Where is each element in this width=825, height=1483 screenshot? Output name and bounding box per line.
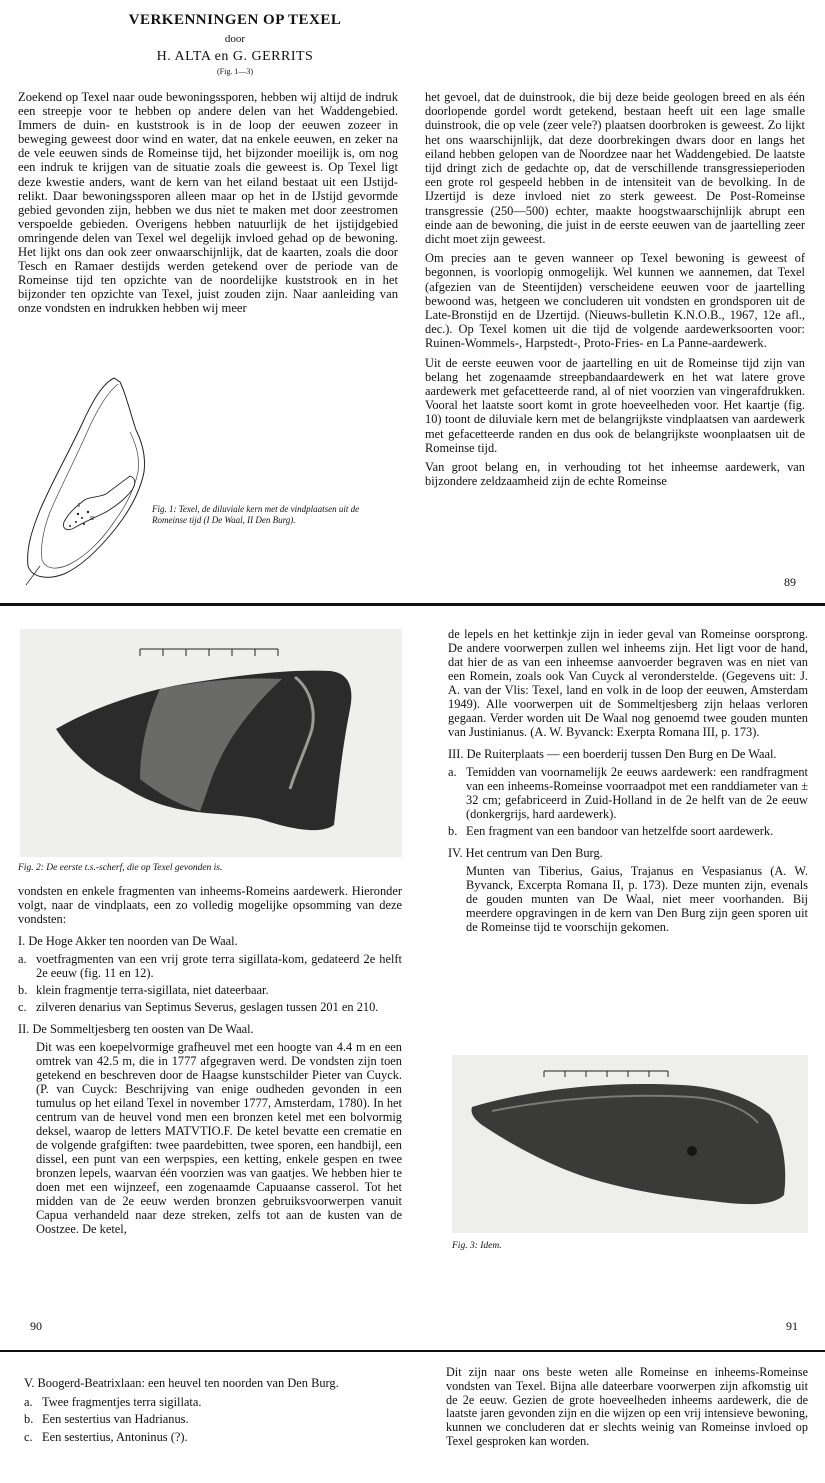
list-text: Temidden van voornamelijk 2e eeuws aardewerk: een randfragment van een inheems-Romeinse voorraadpot met een randdiameter van ± 32 cm; gefabriceerd in Zuid-Holland in de 2e helft van de 2e eeuw (donkergrijs, hard aardewerk).	[466, 765, 808, 821]
list-item	[18, 983, 402, 997]
page-92	[0, 1352, 825, 1483]
list-item	[24, 1412, 394, 1427]
paragraph: Van groot belang en, in verhouding tot het inheemse aardewerk, van bijzondere zeldzaamheid zijn de echte Romeinse	[425, 460, 805, 489]
left-column	[18, 90, 398, 321]
figure-1-caption: Fig. 1: Texel, de diluviale kern met de vindplaatsen uit de Romeinse tijd (I De Waal, II Den Burg).	[152, 504, 360, 525]
list-key: c.	[24, 1429, 33, 1444]
byline-door: door	[224, 33, 246, 45]
section-2-heading: II. De Sommeltjesberg ten oosten van De Waal.	[18, 1022, 254, 1036]
closing-paragraph: Dit zijn naar ons beste weten alle Romeinse en inheems-Romeinse vondsten van Texel. Bijna alle dateerbare voorwerpen zijn afkomstig uit de 2e eeuw. Gezien de grote hoeveelheden inheems aardewerk, die de laatste jaren gevonden zijn en die wijzen op een vrij intensieve bewoning, kunnen we concluderen dat er slechts weinig van Romeinse invloed op Texel gesproken kan worden.	[446, 1365, 808, 1448]
page-divider	[0, 603, 825, 606]
page-spread-90-91	[0, 607, 825, 1348]
list-key: b.	[448, 824, 458, 838]
list-item	[18, 952, 402, 980]
paragraph: Uit de eerste eeuwen voor de jaartelling en uit de Romeinse tijd zijn van belang het zogenaamde streepbandaardewerk en het wat latere grove aardewerk met gefacetteerde rand, al of niet voorzien van vingerafdrukken. Vooral het laatste soort komt in grote hoeveelheden voor. Het kaartje (fig. 10) toont de diluviale kern met de belangrijkste vindplaatsen van aardewerk met gefacetteerde randen en dus ook de belangrijkste woonplaatsen uit de Romeinse tijd.	[425, 355, 805, 455]
section-1-heading: I. De Hoge Akker ten noorden van De Waal.	[18, 934, 238, 948]
list-key: c.	[18, 1000, 27, 1014]
list-text: Een sestertius, Antoninus (?).	[42, 1429, 188, 1444]
list-key: a.	[448, 765, 457, 779]
page-91-text	[448, 627, 808, 939]
texel-map-figure	[18, 372, 150, 587]
list-text: voetfragmenten van een vrij grote terra sigillata-kom, gedateerd 2e helft 2e eeuw (fig. 11 en 12).	[36, 952, 402, 980]
section-2-text: Dit was een koepelvormige grafheuvel met een hoogte van 4.4 m en een omtrek van 42.5 m, die in 1777 afgegraven werd. De vondsten zijn toen getekend en beschreven door de Haagse kunstschilder Pieter van Cuyck. (P. van Cuyck: Beschrijving van enige oudheden gevonden in een tumulus op het eiland Texel in november 1777, Amsterdam, 1780). In het centrum van de heuvel vond men een bronzen ketel met een bolvormig deksel, waarop de letters MATVTIO.F. De ketel bevatte een crematie en de volgende grafgiften: twee paardebitten, twee sporen, een handbijl, een dissel, een punt van een werpspies, een ketting, enkele gespen en twee bronzen lepels, waarvan één voorzien was van gaatjes. We hebben hier te doen met een wijnzeef, een zogenaamde Capuaanse casserol. Tot het midden van de 2e eeuw werden bronzen gebruiksvoorwerpen vanuit Capua verhandeld naar deze streken, zelfs tot aan de kusten van de Oostzee. De ketel,	[36, 1040, 402, 1236]
list-text: Twee fragmentjes terra sigillata.	[42, 1394, 202, 1409]
list-item	[18, 1000, 402, 1014]
figure-2-caption: Fig. 2: De eerste t.s.-scherf, die op Texel gevonden is.	[18, 863, 223, 873]
figure-2-photo	[20, 629, 402, 857]
authors: H. ALTA en G. GERRITS	[156, 49, 314, 64]
list-key: b.	[24, 1412, 34, 1426]
list-text: Een sestertius van Hadrianus.	[42, 1412, 189, 1426]
right-column	[425, 90, 805, 493]
section-4-text: Munten van Tiberius, Gaius, Trajanus en Vespasianus (A. W. Byvanck, Excerpta Romana II, p. 173). Deze munten zijn, evenals de gouden munten van De Waal, niet meer voorhanden. Bij meerdere opgravingen in de kern van Den Burg zijn geen sporen uit de Romeinse tijd te voorschijn gekomen.	[466, 864, 808, 934]
page-number: 89	[784, 575, 796, 589]
article-title: VERKENNINGEN OP TEXEL	[128, 12, 342, 28]
page-89	[0, 0, 825, 603]
section-3-heading: III. De Ruiterplaats — een boerderij tussen Den Burg en De Waal.	[448, 747, 777, 761]
page-90-text	[18, 884, 402, 1241]
list-item	[448, 824, 808, 838]
page-number: 90	[30, 1319, 42, 1333]
svg-text:II: II	[90, 516, 94, 522]
list-text: klein fragmentje terra-sigillata, niet dateerbaar.	[36, 983, 269, 997]
list-text: zilveren denarius van Septimus Severus, geslagen tussen 201 en 210.	[36, 1000, 379, 1014]
list-item	[448, 765, 808, 821]
figure-3-caption: Fig. 3: Idem.	[452, 1241, 502, 1251]
section-1-list	[18, 952, 402, 1014]
page-number: 91	[786, 1319, 798, 1333]
list-item	[24, 1395, 394, 1410]
figure-reference: (Fig. 1—3)	[217, 67, 253, 76]
list-key: a.	[18, 952, 27, 966]
figure-3-photo	[452, 1055, 808, 1233]
section-4-heading: IV. Het centrum van Den Burg.	[448, 846, 603, 860]
page-92-left	[24, 1376, 394, 1447]
section-3-list	[448, 765, 808, 838]
paragraph: de lepels en het kettinkje zijn in ieder geval van Romeinse oorsprong. De andere voorwerpen zullen wel inheems zijn. Het ligt voor de hand, dat hier de as van een inheemse aanvoerder begraven was en niet van een Romein, zoals ook Van Cuyck al veronderstelde. (Gegevens uit: J. A. van der Vlis: Texel, land en volk in de loop der eeuwen, Amsterdam 1949). Alle voorwerpen uit de Sommeltjesberg zijn helaas verloren gegaan. Verder worden uit De Waal nog genoemd twee gouden munten van Justinianus. (A. W. Byvanck: Exerpta Romana III, p. 173).	[448, 627, 808, 739]
list-text: Een fragment van een bandoor van hetzelfde soort aardewerk.	[466, 824, 774, 838]
paragraph: het gevoel, dat de duinstrook, die bij deze beide geologen breed en als één doorlopende gordel wordt getekend, bestaan heeft uit een lage smalle duinstrook, die op vele (zeer vele?) plaatsen doorbroken is geweest. Zo lijkt het ons waarschijnlijk, dat deze doorbrekingen dwars door en langs het eiland hebben gelopen van de Noordzee naar het Waddengebied. De laatste tijd dringt zich de gedachte op, dat de verschillende transgressieperioden een grote rol gespeeld hebben in de intensiteit van de bevolking. In de IJzertijd is deze invloed niet zo sterk geweest. De Post-Romeinse transgressie (250—500) echter, maakte hoogstwaarschijnlijk abrupt een einde aan de bewoning, die juist in de eerste eeuwen van de jaartelling zeer dicht moet zijn geweest.	[425, 90, 805, 247]
section-5-heading: V. Boogerd-Beatrixlaan: een heuvel ten noorden van Den Burg.	[24, 1376, 339, 1390]
paragraph: Om precies aan te geven wanneer op Texel bewoning is geweest of begonnen, is voorlopig onmogelijk. Wel kunnen we aannemen, dat Texel (afgezien van de Steentijden) verscheidene eeuwen voor de jaartelling bewoond was, hetgeen we concluderen uit vondsten en grondsporen uit de Late-Bronstijd en de IJzertijd. (Nieuws-bulletin K.N.O.B., 1967, 12e afl., dec.). Op Texel komen uit die tijd de volgende aardewerksoorten voor: Ruinen-Wommels-, Harpstedt-, Proto-Fries- en La Panne-aardewerk.	[425, 251, 805, 351]
list-item	[24, 1430, 394, 1445]
intro-paragraph: Zoekend op Texel naar oude bewoningssporen, hebben wij altijd de indruk een streepje voor te hebben op andere delen van het Waddengebied. Immers de duin- en kuststrook is in de loop der eeuwen zozeer in beweging geweest door wind en water, dat na enkele eeuwen, en zeker na de vele eeuwen sinds de Romeinse tijd, het bijzonder moeilijk is, om nog een indruk te krijgen van de situatie zoals die geweest is. Op Texel ligt deze kwestie anders, want de kern van het eiland bestaat uit een IJstijd-relikt. Daar bewoningssporen alleen maar op het in de IJstijd gevormde gebied gevonden zijn, hebben we dus niet te maken met door zeestromen verspoelde gebieden. Overigens hebben natuurlijk de het ijstijdgebied omringende delen van Texel wel degelijk invloed gehad op de bewoning. Het lijkt ons dan ook zeer onwaarschijnlijk, dat de kaarten, zoals die door Tesch en Ramaer destijds werden getekend over de periode van de Romeinse tijd ten opzichte van de noordelijke kuststrook en in het bijzonder ten opzichte van Texel, juist zouden zijn. Naar aanleiding van onze vondsten en indrukken hebben wij meer	[18, 90, 398, 316]
intro-paragraph: vondsten en enkele fragmenten van inheems-Romeins aardewerk. Hieronder volgt, naar de vindplaats, een zo volledig mogelijke opsomming van deze vondsten:	[18, 884, 402, 926]
list-key: a.	[24, 1394, 33, 1409]
svg-text:I: I	[78, 503, 80, 509]
list-key: b.	[18, 983, 28, 997]
section-5-list	[24, 1395, 394, 1445]
page-92-right	[446, 1366, 808, 1454]
